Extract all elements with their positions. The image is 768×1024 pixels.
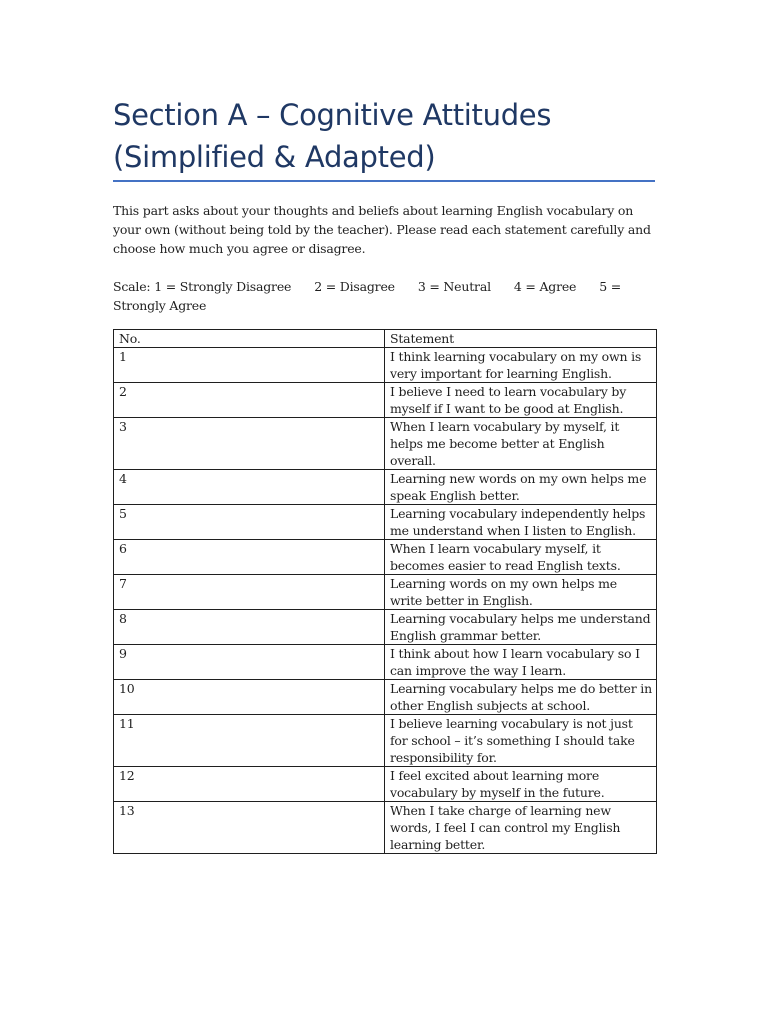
row-statement: I feel excited about learning more vocabulary by myself in the future.: [385, 767, 657, 802]
title-underline: [113, 180, 655, 182]
row-statement: When I take charge of learning new words, I feel I can control my English learning better.: [385, 802, 657, 854]
statements-table: [113, 329, 657, 854]
row-statement: Learning words on my own helps me write better in English.: [385, 575, 657, 610]
table-header-row: [114, 330, 657, 348]
row-number: 12: [114, 767, 385, 802]
table-row: [114, 418, 657, 470]
row-statement: I think learning vocabulary on my own is very important for learning English.: [385, 348, 657, 383]
header-statement: Statement: [385, 330, 657, 348]
table-row: [114, 470, 657, 505]
scale-item-2: 2 = Disagree: [314, 279, 395, 294]
row-number: 9: [114, 645, 385, 680]
rating-scale: [113, 277, 658, 315]
row-number: 1: [114, 348, 385, 383]
row-number: 13: [114, 802, 385, 854]
scale-item-4: 4 = Agree: [513, 279, 577, 294]
header-no: No.: [114, 330, 385, 348]
row-number: 11: [114, 715, 385, 767]
row-statement: When I learn vocabulary by myself, it helps me become better at English overall.: [385, 418, 657, 470]
row-number: 5: [114, 505, 385, 540]
intro-paragraph: This part asks about your thoughts and beliefs about learning English vocabulary on your own (without being told by the teacher). Please read each statement carefully and choose how much you agree or disagree.: [113, 203, 651, 256]
row-statement: I believe I need to learn vocabulary by myself if I want to be good at English.: [385, 383, 657, 418]
section-title: Section A – Cognitive Attitudes (Simplified & Adapted): [113, 98, 552, 174]
table-row: [114, 383, 657, 418]
table-row: [114, 680, 657, 715]
scale-item-3: 3 = Neutral: [417, 279, 491, 294]
row-number: 8: [114, 610, 385, 645]
scale-prefix: Scale:: [113, 279, 155, 294]
row-number: 4: [114, 470, 385, 505]
row-statement: I think about how I learn vocabulary so I can improve the way I learn.: [385, 645, 657, 680]
table-row: [114, 645, 657, 680]
row-statement: Learning vocabulary helps me understand English grammar better.: [385, 610, 657, 645]
table-row: [114, 802, 657, 854]
table-row: [114, 575, 657, 610]
row-number: 2: [114, 383, 385, 418]
table-row: [114, 715, 657, 767]
table-row: [114, 348, 657, 383]
row-statement: Learning vocabulary helps me do better in other English subjects at school.: [385, 680, 657, 715]
table-row: [114, 505, 657, 540]
scale-item-5: 5 = Strongly Agree: [113, 279, 622, 313]
scale-item-1: 1 = Strongly Disagree: [154, 279, 292, 294]
row-number: 3: [114, 418, 385, 470]
row-number: 7: [114, 575, 385, 610]
row-statement: I believe learning vocabulary is not just for school – it’s something I should take responsibility for.: [385, 715, 657, 767]
table-row: [114, 610, 657, 645]
table-row: [114, 540, 657, 575]
row-statement: When I learn vocabulary myself, it becomes easier to read English texts.: [385, 540, 657, 575]
row-number: 6: [114, 540, 385, 575]
row-statement: Learning vocabulary independently helps me understand when I listen to English.: [385, 505, 657, 540]
row-number: 10: [114, 680, 385, 715]
row-statement: Learning new words on my own helps me speak English better.: [385, 470, 657, 505]
table-row: [114, 767, 657, 802]
